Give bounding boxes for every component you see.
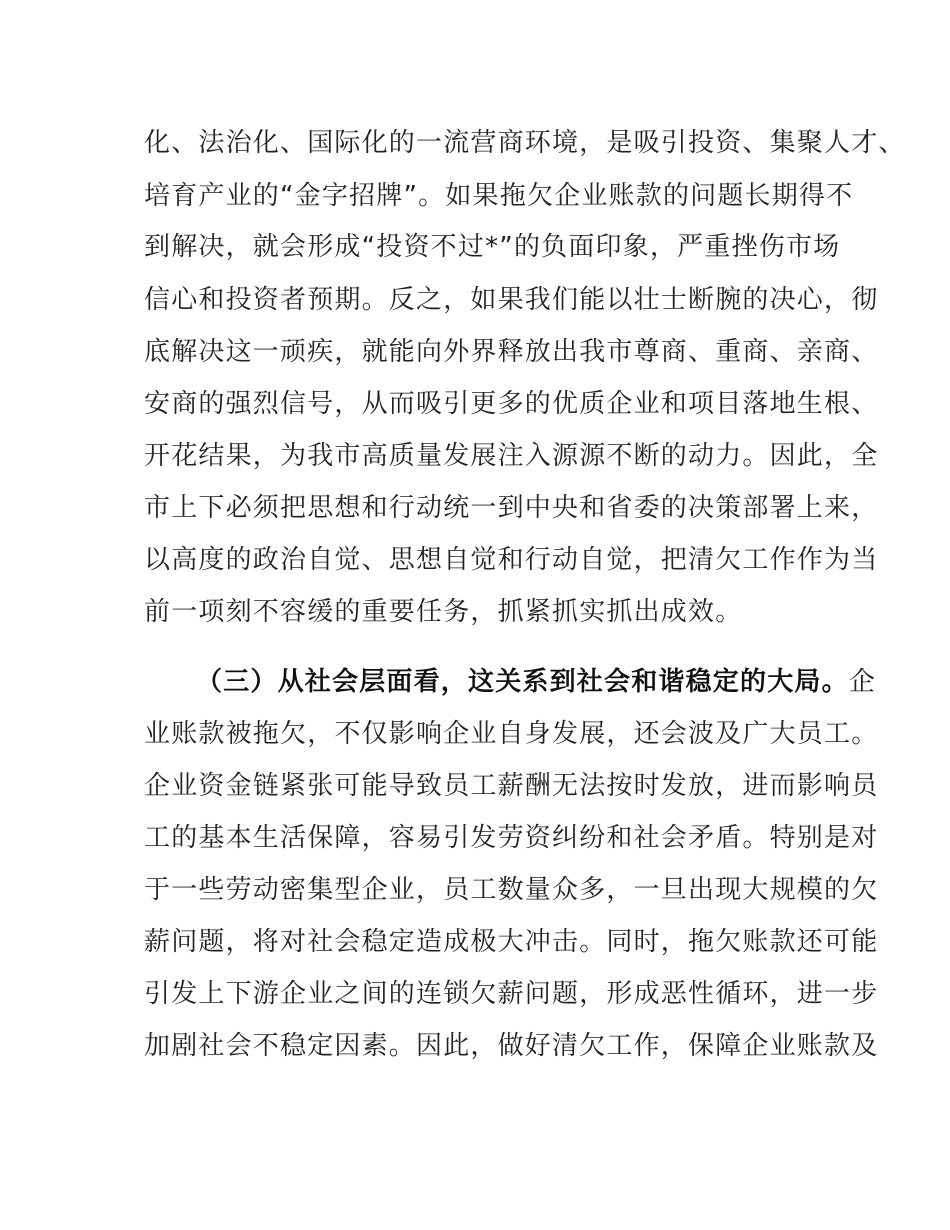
section-heading-line	[196, 667, 876, 697]
paragraph-text: 企	[848, 667, 877, 697]
paragraph-line: 业账款被拖欠，不仅影响企业自身发展，还会波及广大员工。	[144, 719, 879, 749]
paragraph-line: 底解决这一顽疾，就能向外界释放出我市尊商、重商、亲商、	[144, 337, 879, 367]
section-heading: （三）从社会层面看，这关系到社会和谐稳定的大局。	[196, 667, 849, 697]
paragraph-line: 市上下必须把思想和行动统一到中央和省委的决策部署上来，	[144, 493, 879, 523]
paragraph-line: 信心和投资者预期。反之，如果我们能以壮士断腕的决心，彻	[144, 285, 879, 315]
paragraph-line: 安商的强烈信号，从而吸引更多的优质企业和项目落地生根、	[144, 389, 879, 419]
paragraph-line: 工的基本生活保障，容易引发劳资纠纷和社会矛盾。特别是对	[144, 823, 879, 853]
paragraph-line: 薪问题，将对社会稳定造成极大冲击。同时，拖欠账款还可能	[144, 927, 879, 957]
paragraph-line: 开花结果，为我市高质量发展注入源源不断的动力。因此，全	[144, 441, 879, 471]
paragraph-line: 前一项刻不容缓的重要任务，抓紧抓实抓出成效。	[144, 597, 743, 627]
paragraph-line: 企业资金链紧张可能导致员工薪酬无法按时发放，进而影响员	[144, 771, 879, 801]
paragraph-line: 引发上下游企业之间的连锁欠薪问题，形成恶性循环，进一步	[144, 979, 879, 1009]
paragraph-line: 以高度的政治自觉、思想自觉和行动自觉，把清欠工作作为当	[144, 545, 879, 575]
paragraph-line: 加剧社会不稳定因素。因此，做好清欠工作，保障企业账款及	[144, 1031, 879, 1061]
paragraph-line: 培育产业的“金字招牌”。如果拖欠企业账款的问题长期得不	[144, 181, 854, 211]
paragraph-line: 化、法治化、国际化的一流营商环境，是吸引投资、集聚人才、	[144, 128, 906, 158]
paragraph-line: 于一些劳动密集型企业，员工数量众多，一旦出现大规模的欠	[144, 875, 879, 905]
paragraph-line: 到解决，就会形成“投资不过*”的负面印象，严重挫伤市场	[144, 232, 841, 262]
